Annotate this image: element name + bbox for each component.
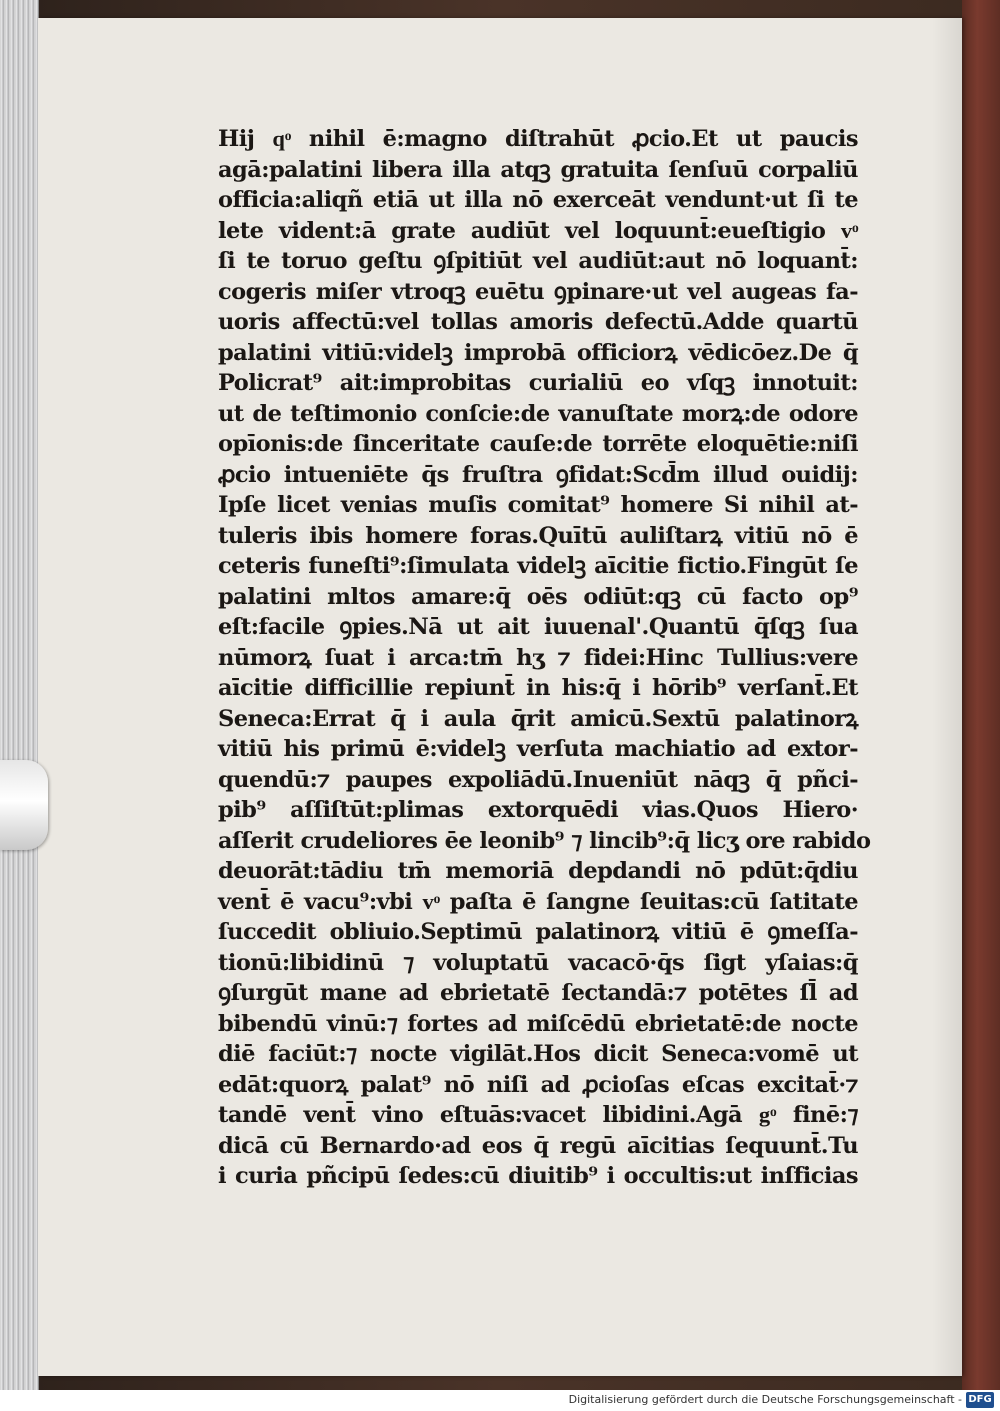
text-line: deuorāt:tādiu tm̄ memoriā depdandi nō pdūt:q̄diu: [218, 858, 858, 884]
text-line: lete vident:ā grate audiūt vel loquunt̄:eueſtigio vͦ: [218, 217, 858, 244]
text-line: eſt:facile ꝯpies.Nā ut ait iuuenal'.Quantū q̄ſqꝫ ſua: [218, 614, 858, 640]
text-line: cogeris miſer vtroqꝫ euētu ꝯpinare·ut vel augeas fa-: [218, 278, 858, 305]
text-line: nūmorꝝ ſuat i arca:tm̄ hʒ ⁊ fidei:Hinc Tullius:vere: [218, 644, 858, 671]
page-gutter-shadow: [932, 18, 962, 1376]
text-line: edāt:quorꝝ palat⁹ nō niſi ad ꝓcioſas eſcas excitat̄·⁊: [218, 1071, 858, 1098]
text-line: officia:aliqñ etiā ut illa nō exerceāt vendunt·ut ſi te: [218, 187, 858, 213]
text-line: ꝯſurgūt mane ad ebrietatē ſectandā:⁊ potētes ſl̄ ad: [218, 980, 858, 1006]
text-line: diē faciūt:⁊ nocte vigilāt.Hos dicit Seneca:vomē ut: [218, 1041, 858, 1067]
text-line: quendū:⁊ paupes expoliādū.Inueniūt nāqꝫ q̄ pñci-: [218, 766, 858, 793]
text-line: ceteris funeſti⁹:ſimulata videlꝫ aīcitie fictio.Fingūt ſe: [218, 553, 858, 579]
text-line: tionū:libidinū ⁊ voluptatū vacacō·q̄s ſigt yſaias:q̄: [218, 949, 858, 976]
text-line: uoris affectū:vel tollas amoris defectū.Adde quartū: [218, 309, 858, 335]
text-line: palatini mltos amare:q̄ oēs odiūt:qꝫ cū facto op⁹: [218, 583, 858, 610]
book-page-stack-edge: [0, 0, 39, 1390]
text-line: bibendū vinū:⁊ fortes ad miſcēdū ebrietatē:de nocte: [218, 1010, 858, 1037]
text-line: Ipſe licet venias muſis comitat⁹ homere Si nihil at-: [218, 492, 858, 518]
text-line: pib⁹ aſſiſtūt:plimas extorquēdi vias.Quos Hiero·: [218, 797, 858, 823]
footer-bar: [0, 1390, 1000, 1411]
text-line: opīonis:de ſinceritate cauſe:de torrēte eloquētie:niſi: [218, 431, 858, 457]
book-page: [38, 18, 962, 1376]
text-line: agā:palatini libera illa atqꝫ gratuita ſenſuū corpaliū: [218, 156, 858, 183]
text-line: ſi te toruo geſtu ꝯſpitiūt vel audiūt:aut nō loquant̄:: [218, 248, 858, 274]
text-line: ſuccedit obliuio.Septimū palatinorꝝ vitiū ē ꝯmeſſa-: [218, 919, 858, 945]
text-line: vent̄ ē vacu⁹:vbi vͦ paſta ē ſangne ſeuitas:cū ſatitate: [218, 888, 858, 915]
dfg-logo-icon: DFG: [966, 1392, 994, 1408]
text-block: [218, 124, 871, 1192]
book-clip-holder: [0, 760, 48, 850]
text-line: aīcitie difficillie repiunt̄ in his:q̄ i hōrib⁹ verſant̄.Et: [218, 675, 858, 701]
text-line: dicā cū Bernardo·ad eos q̄ regū aīcitias ſequunt̄.Tu: [218, 1132, 858, 1159]
text-line: aſſerit crudeliores ēe leonib⁹ ⁊ lincib⁹:q̄ licʒ ore rabido: [218, 827, 871, 854]
book-cover-edge: [962, 0, 1000, 1390]
text-line: tuleris ibis homere foras.Quītū auliſtarꝝ vitiū nō ē: [218, 522, 858, 549]
text-line: Policrat⁹ ait:improbitas curialiū eo vſqꝫ innotuit:: [218, 370, 858, 396]
text-line: tandē vent̄ vino eſtuās:vacet libidini.Agā gͦ finē:⁊: [218, 1102, 858, 1128]
text-line: ꝓcio intueniēte q̄s fruſtra ꝯfidat:Scd̄m illud ouidij:: [218, 461, 858, 488]
text-line: ut de teſtimonio conſcie:de vanuſtate morꝝ:de odore: [218, 400, 858, 427]
text-line: palatini vitiū:videlꝫ improbā officiorꝝ vēdicōez.De q̄: [218, 339, 858, 366]
text-line: i curia pñcipū ſedes:cū diuitib⁹ i occultis:ut inſficias: [218, 1163, 858, 1189]
text-line: vitiū his primū ē:videlꝫ verſuta machiatio ad extor-: [218, 736, 858, 762]
text-line: Hij qͦ nihil ē:magno diſtrahūt ꝓcio.Et ut paucis: [218, 126, 858, 152]
funding-credit: Digitalisierung gefördert durch die Deutsche Forschungsgemeinschaft -: [568, 1393, 962, 1406]
text-line: Seneca:Errat q̄ i aula q̄rit amicū.Sextū palatinorꝝ: [218, 705, 858, 732]
